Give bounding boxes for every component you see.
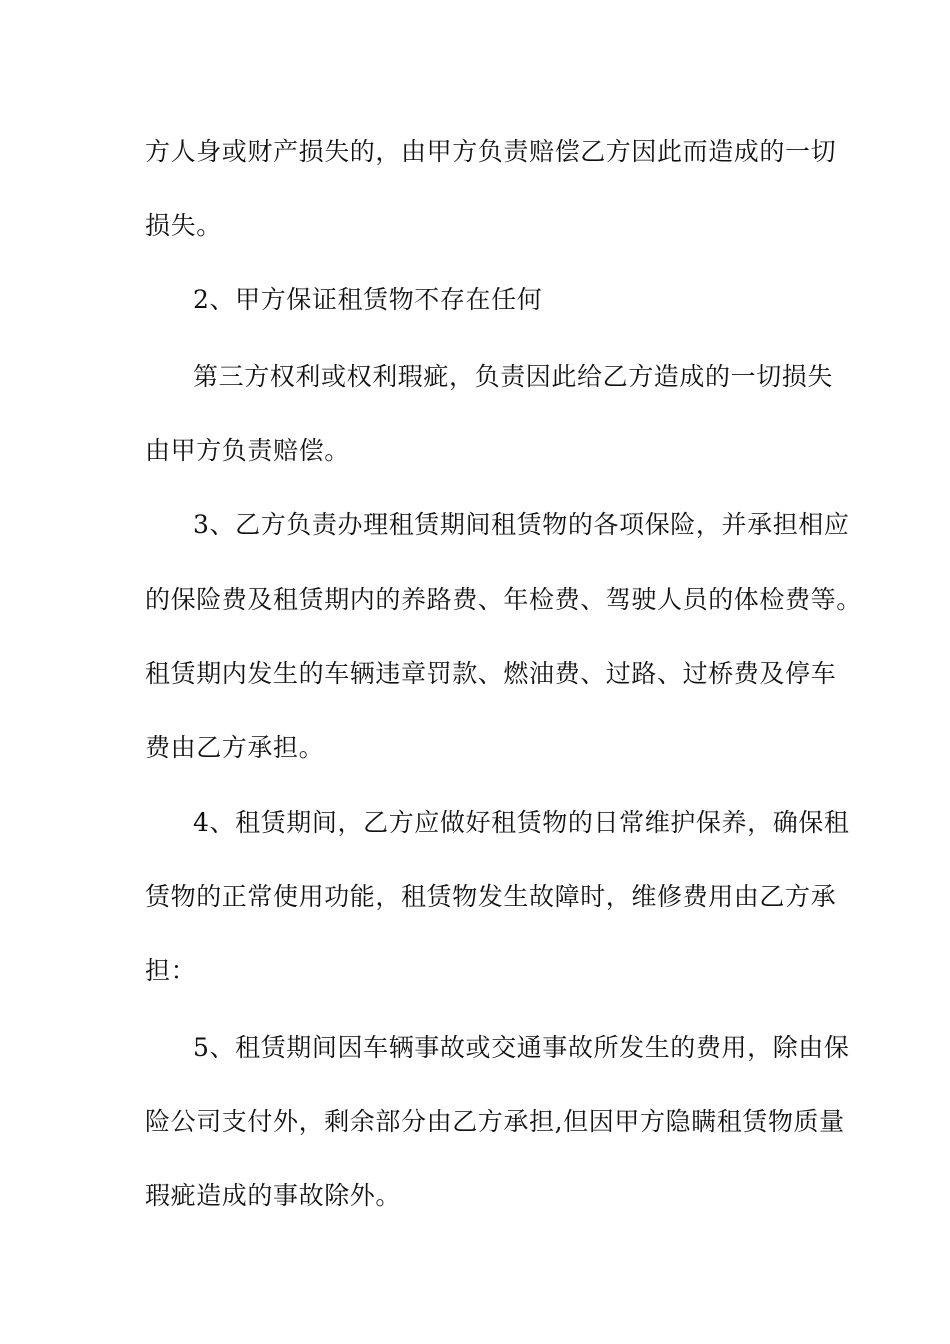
paragraph-line: 损失。	[145, 211, 222, 240]
paragraph-line: 由甲方负责赔偿。	[145, 436, 350, 465]
paragraph-line: 租赁期内发生的车辆违章罚款、燃油费、过路、过桥费及停车	[145, 659, 837, 688]
paragraph-line: 的保险费及租赁期内的养路费、年检费、驾驶人员的体检费等。	[145, 585, 862, 614]
paragraph-line: 费由乙方承担。	[145, 733, 325, 762]
paragraph-line: 赁物的正常使用功能，租赁物发生故障时，维修费用由乙方承	[145, 882, 837, 911]
paragraph-line: 担：	[145, 956, 197, 985]
paragraph-line: 5、租赁期间因车辆事故或交通事故所发生的费用，除由保	[193, 1033, 850, 1062]
paragraph-line: 4、租赁期间，乙方应做好租赁物的日常维护保养，确保租	[193, 808, 850, 837]
paragraph-line: 2、甲方保证租赁物不存在任何	[193, 285, 543, 314]
paragraph-line: 方人身或财产损失的，由甲方负责赔偿乙方因此而造成的一切	[145, 137, 837, 166]
paragraph-line: 第三方权利或权利瑕疵，负责因此给乙方造成的一切损失	[193, 362, 834, 391]
paragraph-line: 3、乙方负责办理租赁期间租赁物的各项保险，并承担相应	[193, 510, 850, 539]
paragraph-line: 险公司支付外，剩余部分由乙方承担,但因甲方隐瞒租赁物质量	[145, 1107, 845, 1136]
paragraph-line: 瑕疵造成的事故除外。	[145, 1181, 402, 1210]
